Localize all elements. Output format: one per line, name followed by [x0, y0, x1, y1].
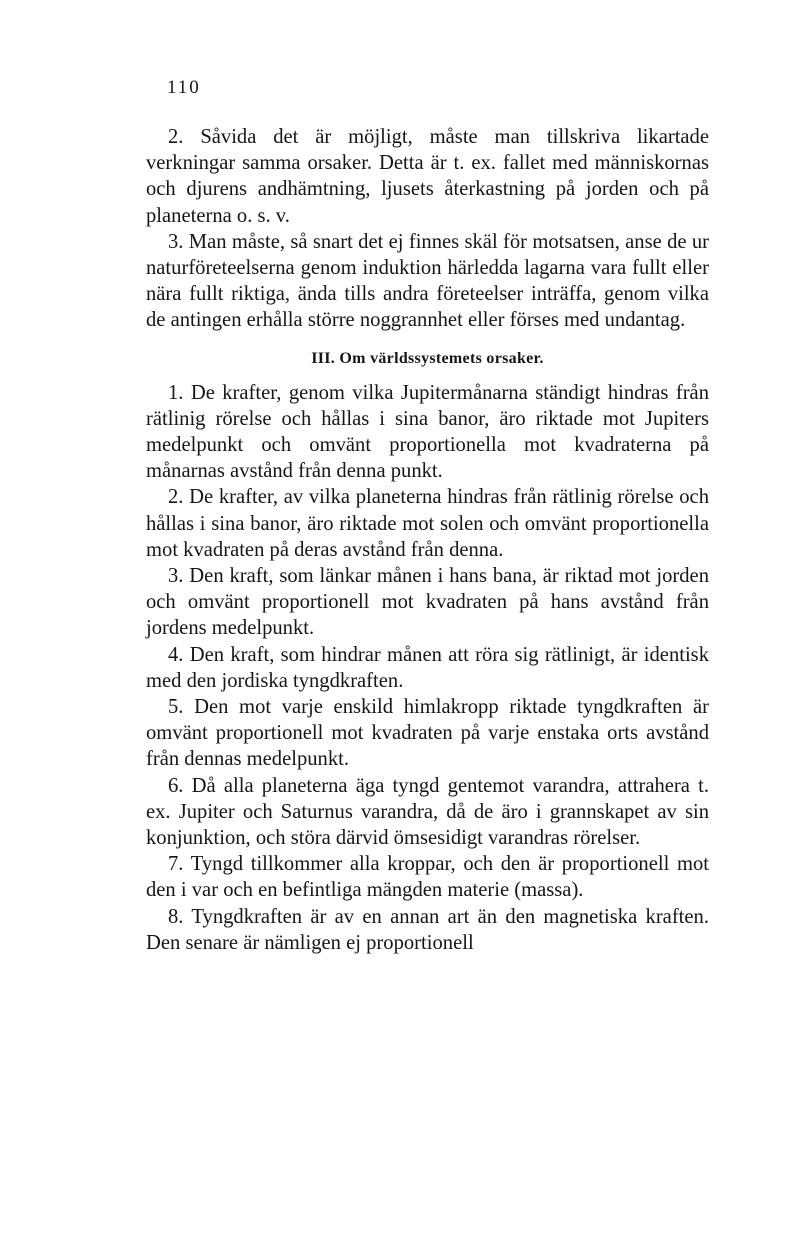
paragraph-proposition-2: 2. De krafter, av vilka planeterna hindras från rätlinig rörelse och hållas i sina banor, äro riktade mot solen och omvänt proportionella mot kvadraten på deras avstånd från denna. — [146, 486, 709, 561]
book-page — [146, 70, 709, 956]
paragraph-proposition-5: 5. Den mot varje enskild himlakropp riktade tyngdkraften är omvänt proportionell mot kvadraten på varje enstaka orts avstånd från dennas medelpunkt. — [146, 696, 709, 771]
paragraph-proposition-8: 8. Tyngdkraften är av en annan art än den magnetiska kraften. Den senare är nämligen ej proportionell — [146, 905, 709, 954]
paragraph-proposition-3: 3. Den kraft, som länkar månen i hans bana, är riktad mot jorden och omvänt proportionell mot kvadraten på hans avstånd från jordens medelpunkt. — [146, 565, 709, 640]
paragraph-rule-3: 3. Man måste, så snart det ej finnes skäl för motsatsen, anse de ur naturföreteelserna genom induktion härledda lagarna vara fullt eller nära fullt riktiga, ända tills andra företeelser inträffa, genom vilka de antingen erhålla större noggrannhet eller förses med undantag. — [146, 230, 709, 332]
paragraph-proposition-6: 6. Då alla planeterna äga tyngd gentemot varandra, attrahera t. ex. Jupiter och Saturnus varandra, då de äro i grannskapet av sin konjunktion, och störa därvid ömsesidigt varandras rörelser. — [146, 774, 709, 850]
paragraph-proposition-1: 1. De krafter, genom vilka Jupitermånarna ständigt hindras från rätlinig rörelse och hållas i sina banor, äro riktade mot Jupiters medelpunkt och omvänt proportionella mot kvadraterna på månarnas avstånd från denna punkt. — [146, 381, 709, 483]
paragraph-proposition-4: 4. Den kraft, som hindrar månen att röra sig rätlinigt, är identisk med den jordiska tyngdkraften. — [146, 643, 709, 692]
paragraph-rule-2: 2. Såvida det är möjligt, måste man tillskriva likartade verkningar samma orsaker. Detta är t. ex. fallet med människornas och djurens andhämtning, ljusets återkastning på jorden och på planeterna o. s. v. — [146, 126, 709, 227]
section-heading: III. Om världssystemets orsaker. — [311, 349, 544, 367]
paragraph-proposition-7: 7. Tyngd tillkommer alla kroppar, och den är proportionell mot den i var och en befintliga mängden materie (massa). — [146, 853, 709, 902]
body-text — [146, 124, 709, 956]
page-number: 110 — [167, 77, 201, 98]
